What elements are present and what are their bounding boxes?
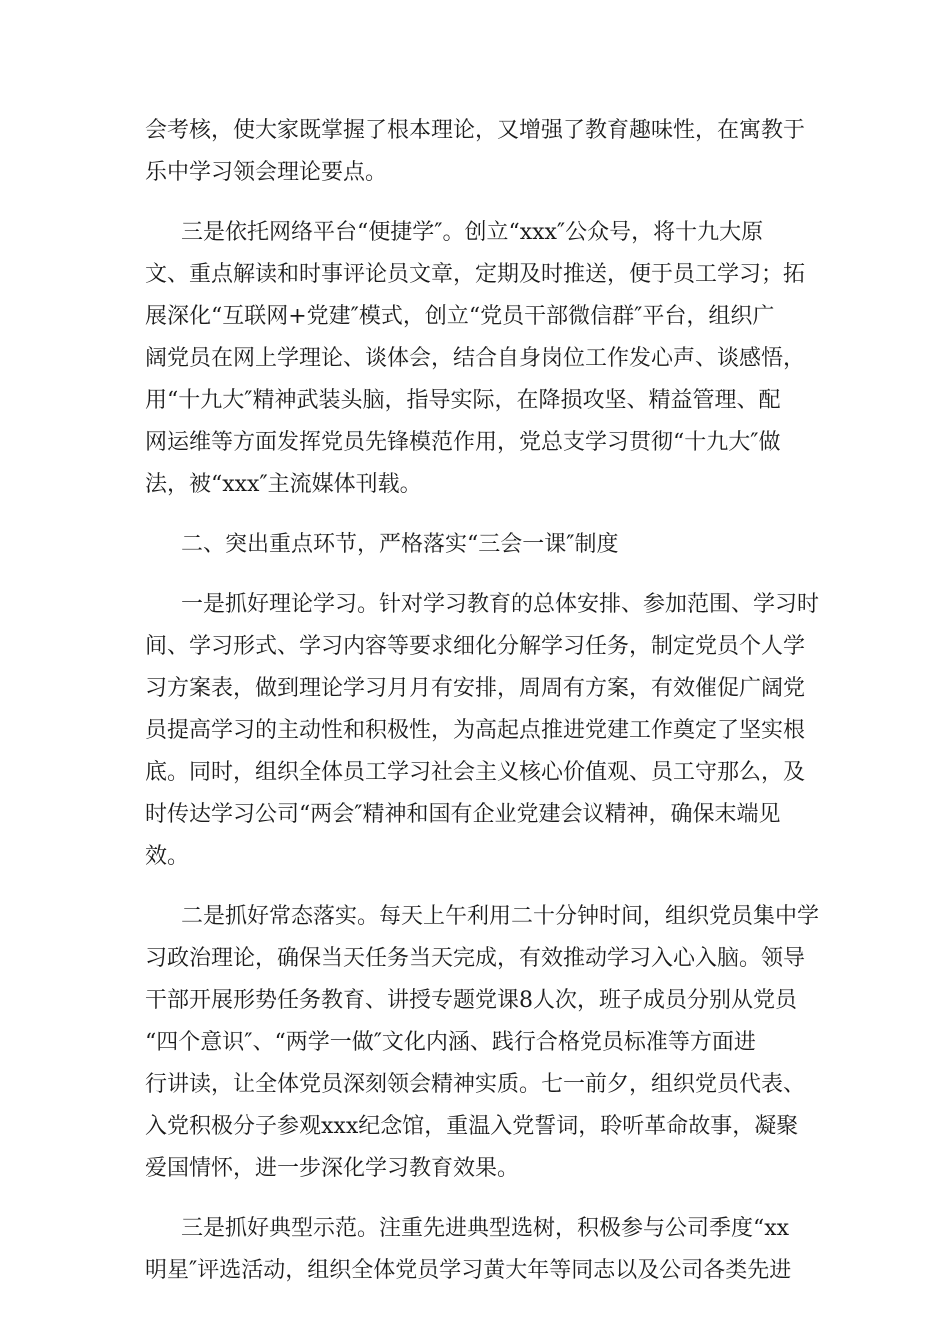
paragraph-line: 底。同时，组织全体员工学习社会主义核心价值观、员工守那么，及 — [145, 760, 806, 785]
paragraph-line: 效。 — [145, 844, 190, 869]
paragraph-line: 习方案表，做到理论学习月月有安排，周周有方案，有效催促广阔党 — [145, 676, 806, 701]
paragraph-line: 明星″评选活动，组织全体党员学习黄大年等同志以及公司各类先进 — [145, 1258, 792, 1283]
paragraph-line: 法，被“xxx″主流媒体刊载。 — [145, 472, 422, 497]
paragraph — [145, 1208, 805, 1292]
paragraph-line: 时传达学习公司“两会″精神和国有企业党建会议精神，确保末端见 — [145, 802, 781, 827]
paragraph-line: 入党积极分子参观xxx纪念馆，重温入党誓词，聆听革命故事，凝聚 — [145, 1114, 799, 1139]
paragraph-line: 三是依托网络平台“便捷学″。创立“xxx″公众号，将十九大原 — [181, 220, 764, 245]
paragraph-line: 间、学习形式、学习内容等要求细化分解学习任务，制定党员个人学 — [145, 634, 806, 659]
paragraph-line: 二是抓好常态落实。每天上午利用二十分钟时间，组织党员集中学 — [181, 904, 820, 929]
paragraph-line: 爱国情怀，进一步深化学习教育效果。 — [145, 1156, 520, 1181]
paragraph — [145, 212, 805, 506]
paragraph-line: 会考核，使大家既掌握了根本理论，又增强了教育趣味性，在寓教于 — [145, 118, 806, 143]
paragraph-line: 阔党员在网上学理论、谈体会，结合自身岗位工作发心声、谈感悟， — [145, 346, 806, 371]
paragraph-line: 员提高学习的主动性和积极性，为高起点推进党建工作奠定了坚实根 — [145, 718, 806, 743]
paragraph-line: 乐中学习领会理论要点。 — [145, 160, 388, 185]
paragraph-line: 干部开展形势任务教育、讲授专题党课8人次，班子成员分别从党员 — [145, 988, 797, 1013]
paragraph — [145, 896, 820, 1190]
paragraph-line: 一是抓好理论学习。针对学习教育的总体安排、参加范围、学习时 — [181, 592, 820, 617]
paragraph-line: 网运维等方面发挥党员先锋模范作用，党总支学习贯彻“十九大″做 — [145, 430, 781, 455]
document-body — [145, 110, 820, 1310]
paragraph-line: 行讲读，让全体党员深刻领会精神实质。七一前夕，组织党员代表、 — [145, 1072, 806, 1097]
paragraph — [145, 524, 805, 566]
paragraph-line: “四个意识″、“两学一做″文化内涵、践行合格党员标准等方面进 — [145, 1030, 756, 1055]
paragraph-line: 三是抓好典型示范。注重先进典型选树，积极参与公司季度“xx — [181, 1216, 790, 1241]
paragraph-line: 习政治理论，确保当天任务当天完成，有效推动学习入心入脑。领导 — [145, 946, 806, 971]
paragraph-line: 用“十九大″精神武装头脑，指导实际，在降损攻坚、精益管理、配 — [145, 388, 781, 413]
paragraph-line: 展深化“互联网+党建″模式，创立“党员干部微信群″平台，组织广 — [145, 304, 775, 329]
paragraph — [145, 584, 820, 878]
paragraph-line: 二、突出重点环节，严格落实“三会一课″制度 — [181, 532, 619, 557]
paragraph — [145, 110, 805, 194]
paragraph-line: 文、重点解读和时事评论员文章，定期及时推送，便于员工学习；拓 — [145, 262, 806, 287]
